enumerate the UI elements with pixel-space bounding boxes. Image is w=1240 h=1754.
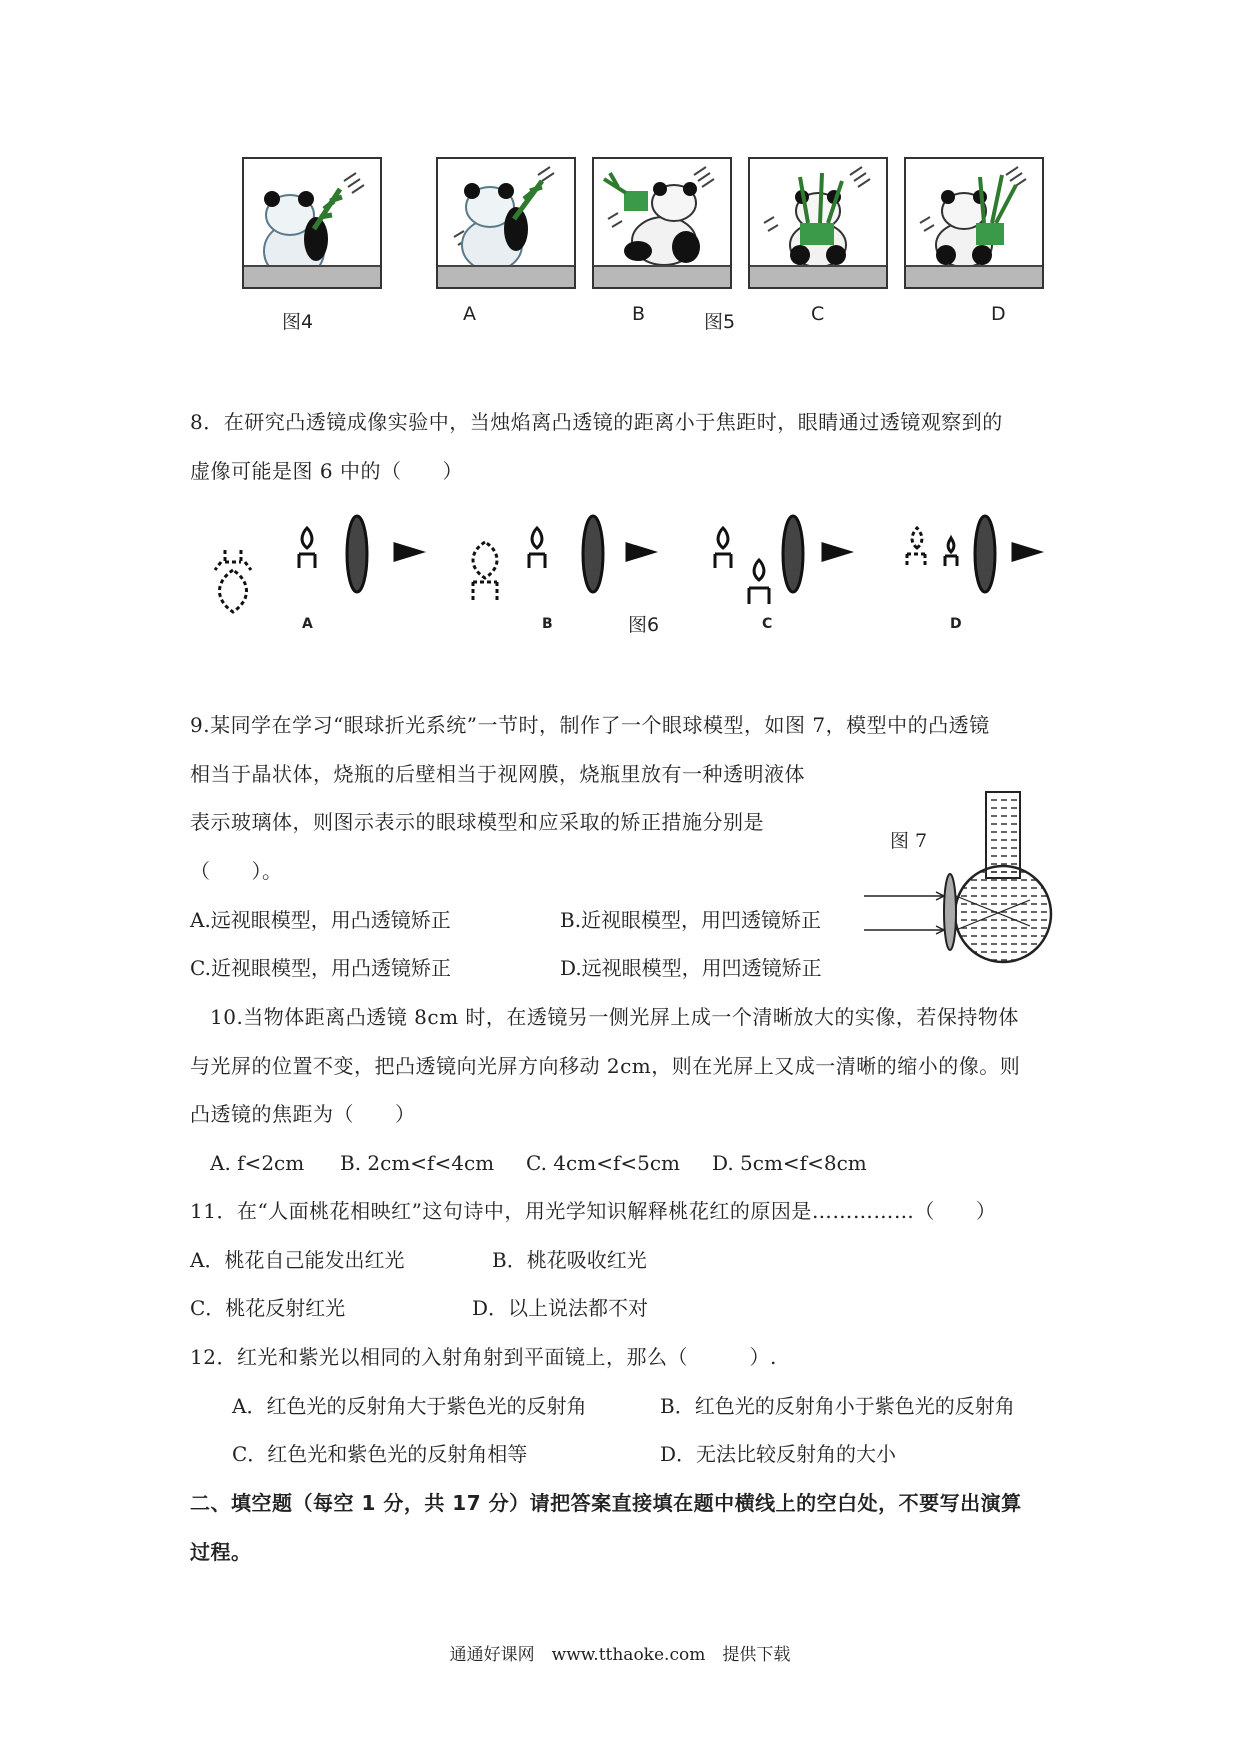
page-footer: 通通好课网 www.tthaoke.com 提供下载 <box>449 1645 791 1665</box>
option-a-label: A <box>463 303 476 325</box>
figure4-label: 图4 <box>282 311 314 333</box>
q11-option-c: C．桃花反射红光 <box>190 1296 346 1320</box>
q8-line-1: 8．在研究凸透镜成像实验中，当烛焰离凸透镜的距离小于焦距时，眼睛通过透镜观察到的 <box>190 410 1003 434</box>
q9-option-d: D.远视眼模型，用凹透镜矫正 <box>560 956 822 980</box>
q9-line-2: 相当于晶状体，烧瓶的后壁相当于视网膜，烧瓶里放有一种透明液体 <box>190 762 805 786</box>
q12-option-a: A．红色光的反射角大于紫色光的反射角 <box>232 1394 587 1418</box>
figure6-label: 图6 <box>628 614 660 636</box>
q9-line-1: 9.某同学在学习“眼球折光系统”一节时，制作了一个眼球模型，如图 7，模型中的凸透镜 <box>190 713 990 737</box>
q11-option-d: D．以上说法都不对 <box>472 1296 649 1320</box>
figure7-eye-model-diagram <box>860 788 1060 968</box>
section2-line-2: 过程。 <box>190 1540 252 1564</box>
fig6-option-a: A <box>302 616 313 632</box>
q12-line-1: 12．红光和紫光以相同的入射角射到平面镜上，那么（ ）. <box>190 1345 777 1369</box>
figure7-label: 图 7 <box>890 830 928 852</box>
fig6-option-d: D <box>950 616 962 632</box>
figure4-panda-panel <box>242 157 382 289</box>
option-d-label: D <box>991 303 1006 325</box>
q8-line-2: 虚像可能是图 6 中的（ ） <box>190 459 463 483</box>
q10-line-1: 10.当物体距离凸透镜 8cm 时，在透镜另一侧光屏上成一个清晰放大的实像，若保持物体 <box>210 1005 1019 1029</box>
q11-option-a: A．桃花自己能发出红光 <box>190 1248 405 1272</box>
q10-option-c: C. 4cm<f<5cm <box>526 1151 681 1175</box>
option-b-label: B <box>632 303 646 325</box>
q12-option-d: D．无法比较反射角的大小 <box>660 1442 897 1466</box>
q9-option-b: B.近视眼模型，用凹透镜矫正 <box>560 908 822 932</box>
q10-option-a: A. f<2cm <box>210 1151 305 1175</box>
fig6-option-c: C <box>762 616 773 632</box>
option-b-panda-panel <box>592 157 732 289</box>
q12-option-b: B．红色光的反射角小于紫色光的反射角 <box>660 1394 1015 1418</box>
q11-line-1: 11．在“人面桃花相映红”这句诗中，用光学知识解释桃花红的原因是……………（ ） <box>190 1199 997 1223</box>
option-c-panda-panel <box>748 157 888 289</box>
q10-option-d: D. 5cm<f<8cm <box>712 1151 867 1175</box>
figure5-label: 图5 <box>704 311 736 333</box>
q10-line-2: 与光屏的位置不变，把凸透镜向光屏方向移动 2cm，则在光屏上又成一清晰的缩小的像。则 <box>190 1054 1021 1078</box>
option-c-label: C <box>811 303 825 325</box>
figure6-candle-lens-diagram <box>195 508 1055 638</box>
q9-line-4: （ ）。 <box>190 859 283 883</box>
q9-option-c: C.近视眼模型，用凸透镜矫正 <box>190 956 451 980</box>
q10-option-b: B. 2cm<f<4cm <box>340 1151 495 1175</box>
q9-line-3: 表示玻璃体，则图示表示的眼球模型和应采取的矫正措施分别是 <box>190 810 764 834</box>
section2-line-1: 二、填空题（每空 1 分，共 17 分）请把答案直接填在题中横线上的空白处，不要写出演算 <box>190 1491 1022 1515</box>
q11-option-b: B．桃花吸收红光 <box>492 1248 647 1272</box>
option-a-panda-panel <box>436 157 576 289</box>
option-d-panda-panel <box>904 157 1044 289</box>
q9-option-a: A.远视眼模型，用凸透镜矫正 <box>190 908 451 932</box>
q12-option-c: C．红色光和紫色光的反射角相等 <box>232 1442 528 1466</box>
q10-line-3: 凸透镜的焦距为（ ） <box>190 1102 416 1126</box>
fig6-option-b: B <box>542 616 553 632</box>
